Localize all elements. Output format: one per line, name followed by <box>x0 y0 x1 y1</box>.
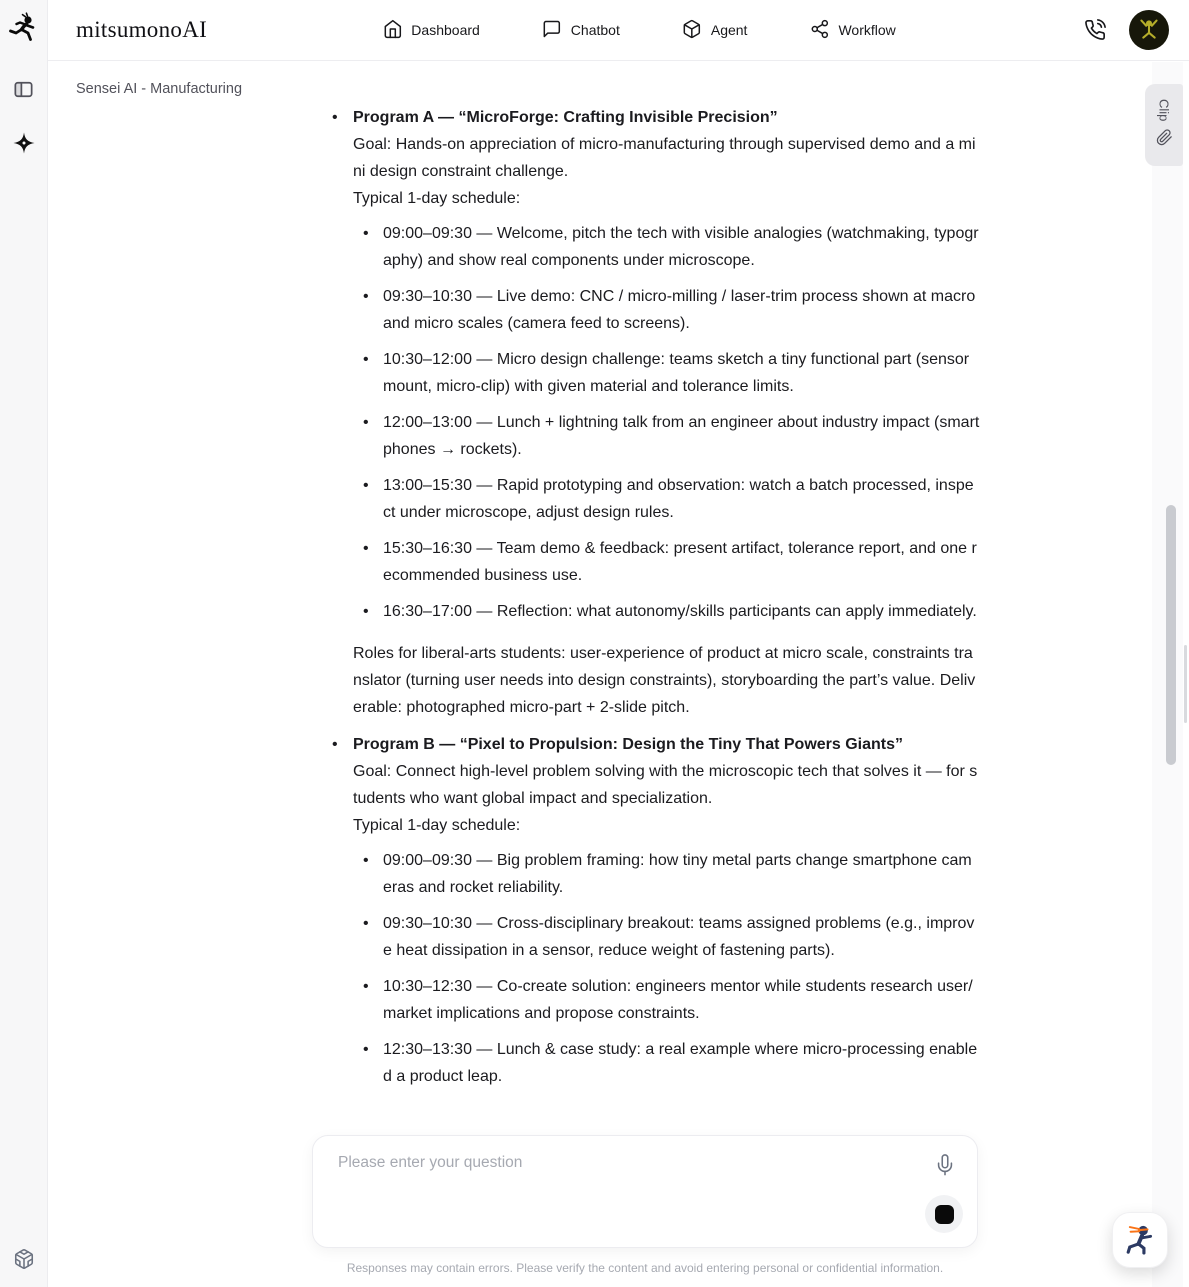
schedule-label: Typical 1-day schedule: <box>353 190 521 207</box>
nav-label: Chatbot <box>570 22 620 38</box>
program-goal: Goal: Connect high-level problem solving with the microscopic tech that solves it — for students who want global impact and specialization. <box>353 763 978 807</box>
panel-toggle-icon[interactable] <box>10 75 38 103</box>
program-list <box>312 104 980 1090</box>
clip-tab-label: Clip <box>1156 98 1172 122</box>
clip-tab[interactable] <box>1145 84 1183 166</box>
microphone-icon[interactable] <box>931 1151 959 1179</box>
program-title: • Program B — “Pixel to Propulsion: Design the Tiny That Powers Giants” <box>353 736 904 753</box>
schedule-item: • 10:30–12:00 — Micro design challenge: teams sketch a tiny functional part (sensor mount, micro-clip) with given material and tolerance limits. <box>383 346 980 400</box>
nav-agent[interactable] <box>682 19 748 42</box>
program-goal: Goal: Hands-on appreciation of micro-manufacturing through supervised demo and a mini design constraint challenge. <box>353 136 976 180</box>
header-actions <box>1083 10 1169 50</box>
schedule-item: • 12:30–13:30 — Lunch & case study: a real example where micro-processing enabled a product leap. <box>383 1036 980 1090</box>
nav-label: Agent <box>710 22 748 38</box>
workflow-share-icon <box>809 19 829 42</box>
program-title: • Program A — “MicroForge: Crafting Invisible Precision” <box>353 109 778 126</box>
schedule-item: • 09:30–10:30 — Live demo: CNC / micro-milling / laser-trim process shown at macro and micro scales (camera feed to screens). <box>383 283 980 337</box>
schedule-item: • 09:00–09:30 — Welcome, pitch the tech with visible analogies (watchmaking, typography) and show real components under microscope. <box>383 220 980 274</box>
schedule-item: • 09:30–10:30 — Cross-disciplinary breakout: teams assigned problems (e.g., improve heat dissipation in a sensor, reduce weight of fastening parts). <box>383 910 980 964</box>
composer-box <box>312 1135 978 1248</box>
question-input[interactable] <box>338 1154 928 1214</box>
fab-ninja-icon <box>1118 1218 1162 1262</box>
schedule-list <box>353 847 980 1090</box>
breadcrumb: Sensei AI - Manufacturing <box>76 81 243 97</box>
main-area <box>48 0 1189 1287</box>
paperclip-icon <box>1156 129 1173 151</box>
header <box>48 0 1189 61</box>
schedule-item: • 15:30–16:30 — Team demo & feedback: present artifact, tolerance report, and one recommended business use. <box>383 535 980 589</box>
top-nav <box>382 19 895 42</box>
nav-label: Workflow <box>838 22 896 38</box>
phone-call-icon[interactable] <box>1083 18 1107 42</box>
roles-paragraph: Roles for liberal-arts students: user-experience of product at micro scale, constraints translator (turning user needs into design constraints), storyboarding the part’s value. Deliverable: photographed micro-part + 2-slide pitch. <box>353 645 976 716</box>
ninja-logo-icon[interactable] <box>6 9 42 49</box>
composer-area <box>48 1120 1152 1287</box>
schedule-item: • 16:30–17:00 — Reflection: what autonomy/skills participants can apply immediately. <box>383 598 980 625</box>
stop-generation-button[interactable] <box>925 1195 963 1233</box>
left-rail <box>0 0 48 1287</box>
disclaimer-text: Responses may contain errors. Please verify the content and avoid entering personal or confidential information. <box>346 1261 944 1275</box>
stop-icon <box>935 1205 954 1224</box>
schedule-list <box>353 220 980 625</box>
window-scrollbar-thumb[interactable] <box>1184 645 1187 723</box>
chat-bubble-icon <box>542 19 562 42</box>
schedule-item: • 09:00–09:30 — Big problem framing: how tiny metal parts change smartphone cameras and rocket reliability. <box>383 847 980 901</box>
nav-dashboard[interactable] <box>382 19 480 42</box>
schedule-label: Typical 1-day schedule: <box>353 817 521 834</box>
nav-label: Dashboard <box>411 22 480 38</box>
home-icon <box>382 19 402 42</box>
sandbox-cube-icon[interactable] <box>10 1245 38 1273</box>
agent-box-icon <box>682 19 702 42</box>
assistant-fab[interactable] <box>1112 1212 1168 1268</box>
scrollbar-thumb[interactable] <box>1166 505 1176 765</box>
shuriken-icon[interactable] <box>10 129 38 157</box>
schedule-item: • 12:00–13:00 — Lunch + lightning talk from an engineer about industry impact (smartphones → rockets). <box>383 409 980 463</box>
app-title: mitsumonoAI <box>76 17 208 42</box>
schedule-item: • 13:00–15:30 — Rapid prototyping and observation: watch a batch processed, inspect under microscope, adjust design rules. <box>383 472 980 526</box>
avatar[interactable] <box>1129 10 1169 50</box>
nav-workflow[interactable] <box>809 19 895 42</box>
program-a-item <box>353 104 980 721</box>
program-b-item <box>353 731 980 1090</box>
assistant-message <box>312 104 980 1105</box>
nav-chatbot[interactable] <box>542 19 620 42</box>
schedule-item: • 10:30–12:30 — Co-create solution: engineers mentor while students research user/market implications and propose constraints. <box>383 973 980 1027</box>
avatar-ninja-icon <box>1141 20 1156 37</box>
